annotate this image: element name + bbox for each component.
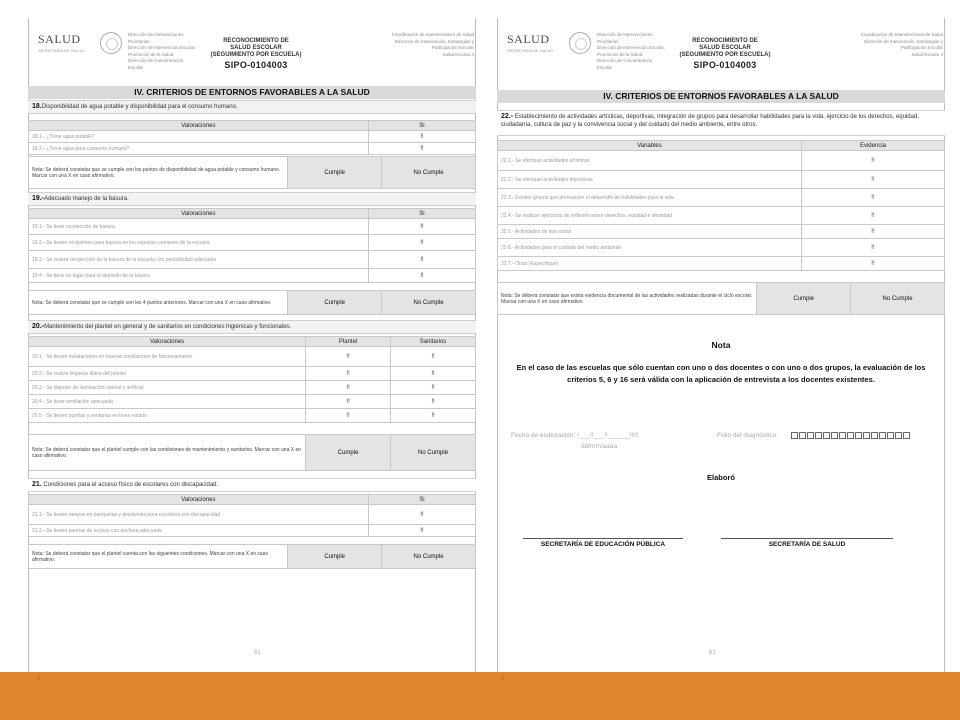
answer-cell[interactable]: !! <box>368 235 475 251</box>
answer-cell[interactable]: !! <box>391 395 476 409</box>
cumple-cell[interactable]: Cumple <box>757 283 851 315</box>
criterion-19-result: Nota: Se deberá constatar que se cumple con los 4 puntos anteriores. Marcar con una X en caso afirmativo. Cumple No Cumple <box>28 290 476 315</box>
right-page <box>497 0 945 672</box>
page-header <box>497 28 945 84</box>
evidence-cell[interactable]: !! <box>801 207 944 225</box>
section-title: IV. CRITERIOS DE ENTORNOS FAVORABLES A LA SALUD <box>497 90 945 103</box>
answer-cell[interactable]: !! <box>391 347 476 367</box>
section-title: IV. CRITERIOS DE ENTORNOS FAVORABLES A LA SALUD <box>28 86 476 99</box>
criterion-20-table: Valoraciones Plantel Sanitarios 20.1.- Se tienen instalaciones en buenas condiciones de funcionamiento !! !! 20.2.- Se realiza limpieza diaria del plantel !! !! 20.3.- Se dispone de iluminación natural y artificial !! !! 20.4.- Se tiene ventilación adecuada !! !! 20.5.- Se tienen puertas y ventanas en buen estado !! !! <box>28 336 476 423</box>
criterion-21-result: Nota: Se deberá constatar que el plantel cuenta con las siguientes condiciones. Marcar con una X en caso afirmativo. Cumple No Cumple <box>28 544 476 569</box>
evidence-cell[interactable]: !! <box>801 257 944 271</box>
seal-icon <box>569 32 591 54</box>
answer-cell[interactable]: !! <box>391 367 476 381</box>
answer-cell[interactable]: !! <box>368 505 475 525</box>
evidence-cell[interactable]: !! <box>801 239 944 257</box>
answer-cell[interactable]: !! <box>306 395 391 409</box>
page-number: 51 <box>254 650 261 656</box>
department-lines: Dirección de Intervenciones Prioritarias Dirección de Intervención Escolar, Promoción de la Salud Dirección de Concentración Escolar <box>128 32 197 70</box>
criterion-21-table: Valoraciones Si 21.1.- Se tienen rampas en banquetas y desniveles para escolares con discapacidad !! 21.2.- Se tienen puertas de acceso con anchura adecuada !! <box>28 494 476 537</box>
criterion-20-result: Nota: Se deberá constatar que el plantel cumple con las condiciones de mantenimiento y sanitarios. Marcar con una X en caso afirmativo. Cumple No Cumple <box>28 434 476 471</box>
criterion-20-title: 20.-Mantenimiento del plantel en general y de sanitarios en condiciones higiénicas y funcionales. <box>28 320 476 334</box>
answer-cell[interactable]: !! <box>391 409 476 423</box>
criterion-18-title: 18.Disponibilidad de agua potable y disponibilidad para el consumo humano. <box>28 100 476 114</box>
document-code: SIPO-0104003 <box>693 60 757 70</box>
document-title: RECONOCIMIENTO DE SALUD ESCOLAR (SEGUIMIENTO POR ESCUELA) SIPO-0104003 <box>665 38 785 69</box>
answer-cell[interactable]: !! <box>368 251 475 269</box>
ss-label: SECRETARÍA DE SALUD <box>768 541 846 548</box>
signature-lines: Coordinación de Intervenciones de Salud Dirección de Intervención, Estrategias y Participación Escolar Salud Escolar 4 <box>860 32 943 57</box>
document-title: RECONOCIMIENTO DE SALUD ESCOLAR (SEGUIMIENTO POR ESCUELA) SIPO-0104003 <box>196 38 316 69</box>
answer-cell[interactable]: !! <box>368 143 475 155</box>
signature-line-ss[interactable] <box>721 538 893 539</box>
evidence-cell[interactable]: !! <box>801 225 944 239</box>
criterion-22-table: Variables Evidencia 22.1.- Se efectúan actividades artísticas !! 22.2.- Se efectúan actividades deportivas !! 22.3.- Existen grupos que promueven el desarrollo de habilidades para la vida !! 22.4.- Se realizan ejercicios de reflexión sobre derechos, equidad e identidad !! 22.5.- Actividades de tipo social !! 22.6.- Actividades para el cuidado del medio ambiente !! 22.7.- Otras (Especifique) !! <box>497 140 945 271</box>
salud-logo: SALUD SECRETARÍA DE SALUD <box>38 32 85 53</box>
answer-cell[interactable]: !! <box>368 131 475 143</box>
sep-label: SECRETARÍA DE EDUCACIÓN PÚBLICA <box>540 541 666 548</box>
note-title: Nota <box>711 340 731 350</box>
evidence-cell[interactable]: !! <box>801 189 944 207</box>
fecha-elaboracion-field[interactable]: Fecha de elaboración: !___/!___/!______!!!!! <box>511 432 639 439</box>
evidence-cell[interactable]: !! <box>801 171 944 189</box>
signature-lines: Coordinación de Intervenciones de Salud Dirección de Intervención, Estrategias y Participación Escolar Salud Escolar 4 <box>391 32 474 57</box>
footer-bar <box>0 672 960 720</box>
cumple-cell[interactable]: Cumple <box>306 435 391 471</box>
note-text: En el caso de las escuelas que sólo cuentan con uno o dos docentes o con uno o dos grupos, la evaluación de los criterios 5, 6 y 16 será válida con la aplicación de entrevista a los docentes existentes. <box>516 363 926 384</box>
footer-mark: ! <box>38 676 40 682</box>
seal-icon <box>100 32 122 54</box>
folio-input[interactable] <box>791 432 911 439</box>
answer-cell[interactable]: !! <box>306 381 391 395</box>
elaboro-label: Elaboró <box>707 473 735 482</box>
folio-label: Folio del diagnóstico: <box>717 432 779 439</box>
cumple-cell[interactable]: Cumple <box>288 157 382 189</box>
no-cumple-cell[interactable]: No Cumple <box>382 157 476 189</box>
cumple-cell[interactable]: Cumple <box>288 545 382 569</box>
cumple-cell[interactable]: Cumple <box>288 291 382 315</box>
left-page <box>28 0 476 672</box>
criterion-19-table: Valoraciones Si 19.1.- Se tiene recolección de basura !! 19.2.- Se tienen recipientes para basura en los espacios comunes de la escuela !! 19.3.- Se realiza recolección de la basura de la escuela con periodicidad adecuada !! 19.4.- Se tiene un lugar para el depósito de la basura !! <box>28 208 476 283</box>
answer-cell[interactable]: !! <box>368 219 475 235</box>
page-header <box>28 28 476 84</box>
answer-cell[interactable]: !! <box>368 269 475 283</box>
signature-line-sep[interactable] <box>523 538 683 539</box>
criterion-18-table: Valoraciones Si 18.1.- ¿Tiene agua potable? !! 18.2.- ¿Tiene agua para consumo humano? !! <box>28 120 476 155</box>
document-code: SIPO-0104003 <box>224 60 288 70</box>
answer-cell[interactable]: !! <box>306 347 391 367</box>
criterion-19-title: 19.-Adecuado manejo de la basura. <box>28 192 476 206</box>
answer-cell[interactable]: !! <box>306 367 391 381</box>
no-cumple-cell[interactable]: No Cumple <box>382 545 476 569</box>
department-lines: Dirección de Intervenciones Prioritarias Dirección de Intervención Escolar, Promoción de la Salud Dirección de Concentración Escolar <box>597 32 666 70</box>
no-cumple-cell[interactable]: No Cumple <box>391 435 476 471</box>
criterion-18-result: Nota: Se deberá constatar que se cumple con los puntos de disponibilidad de agua potable y consumo humano. Marcar con una X en caso afirmativo. Cumple No Cumple <box>28 156 476 189</box>
criterion-22-result: Nota: Se deberá constatar que exista evidencia documental de las actividades realizadas durante el ciclo escolar. Marcar con una X en caso afirmativo. Cumple No Cumple <box>497 282 945 315</box>
page-number: 61 <box>709 650 716 656</box>
answer-cell[interactable]: !! <box>391 381 476 395</box>
criterion-22-title: 22.- Establecimiento de actividades artísticas, deportivas, integración de grupos para desarrollar habilidades para la vida, ejercicio de los derechos, equidad, ciudadanía, cultura de paz y la convivencia social y del cuidado del medio ambiente, entre otros. <box>497 110 945 136</box>
answer-cell[interactable]: !! <box>306 409 391 423</box>
evidence-cell[interactable]: !! <box>801 151 944 171</box>
criterion-21-title: 21. Condiciones para el acceso físico de escolares con discapacidad. <box>28 478 476 492</box>
salud-logo: SALUD SECRETARÍA DE SALUD <box>507 32 554 53</box>
no-cumple-cell[interactable]: No Cumple <box>382 291 476 315</box>
fecha-format-hint: dd/mm/aaaa <box>581 443 618 450</box>
answer-cell[interactable]: !! <box>368 525 475 537</box>
footer-mark: ! <box>502 676 504 682</box>
no-cumple-cell[interactable]: No Cumple <box>851 283 945 315</box>
